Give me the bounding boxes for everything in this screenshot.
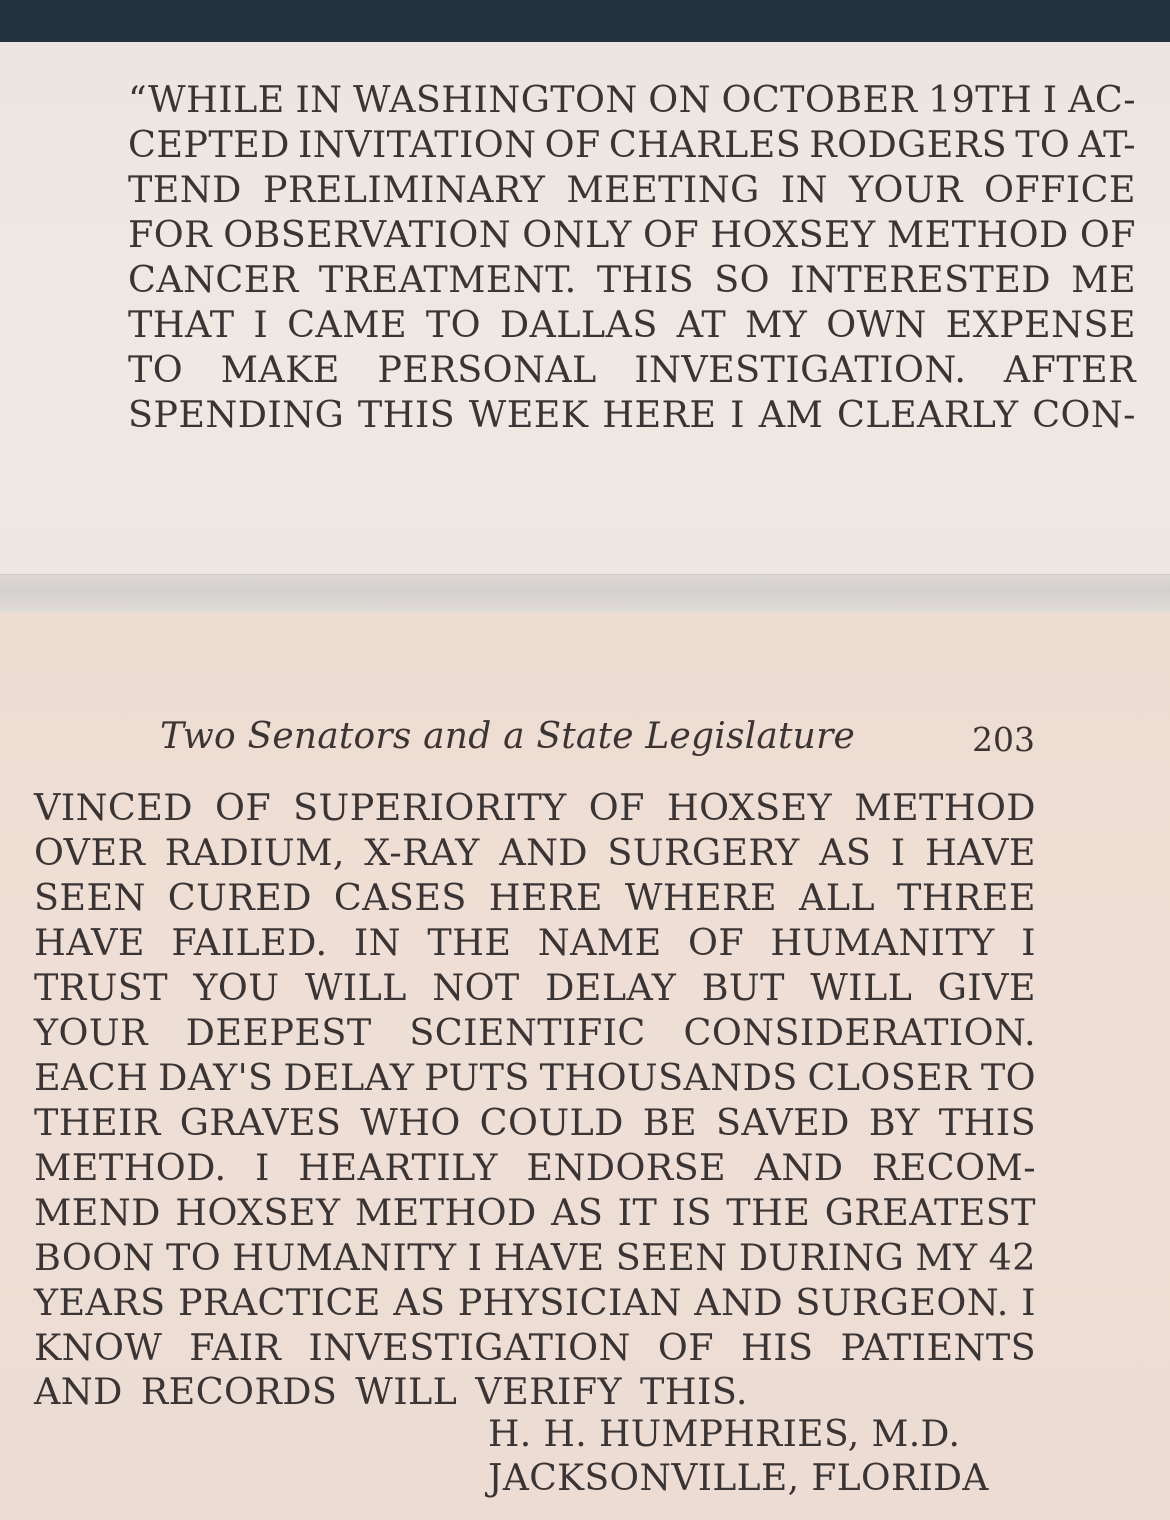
page-number: 203 xyxy=(972,720,1035,759)
top-line-7: TO MAKE PERSONAL INVESTIGATION. AFTER xyxy=(128,348,1136,391)
top-line-5: CANCER TREATMENT. THIS SO INTERESTED ME xyxy=(128,258,1136,301)
bottom-line-3: SEEN CURED CASES HERE WHERE ALL THREE xyxy=(34,876,1036,919)
bottom-line-8: THEIR GRAVES WHO COULD BE SAVED BY THIS xyxy=(34,1101,1036,1144)
bottom-line-1: VINCED OF SUPERIORITY OF HOXSEY METHOD xyxy=(34,786,1036,829)
bottom-line-14: AND RECORDS WILL VERIFY THIS. xyxy=(34,1370,748,1413)
signature-location: JACKSONVILLE, FLORIDA xyxy=(488,1458,989,1499)
top-line-3: TEND PRELIMINARY MEETING IN YOUR OFFICE xyxy=(128,168,1136,211)
top-line-2: CEPTED INVITATION OF CHARLES RODGERS TO AT- xyxy=(128,123,1136,166)
bottom-line-10: MEND HOXSEY METHOD AS IT IS THE GREATEST xyxy=(34,1191,1036,1234)
bottom-line-4: HAVE FAILED. IN THE NAME OF HUMANITY I xyxy=(34,921,1036,964)
top-page-scan xyxy=(0,42,1170,574)
running-head: Two Senators and a State Legislature xyxy=(160,716,855,757)
signature-name: H. H. HUMPHRIES, M.D. xyxy=(488,1414,961,1455)
top-status-bar xyxy=(0,0,1170,42)
bottom-line-6: YOUR DEEPEST SCIENTIFIC CONSIDERATION. xyxy=(34,1011,1036,1054)
top-line-8: SPENDING THIS WEEK HERE I AM CLEARLY CON- xyxy=(128,393,1136,436)
top-line-4: FOR OBSERVATION ONLY OF HOXSEY METHOD OF xyxy=(128,213,1136,256)
bottom-line-5: TRUST YOU WILL NOT DELAY BUT WILL GIVE xyxy=(34,966,1036,1009)
bottom-line-11: BOON TO HUMANITY I HAVE SEEN DURING MY 42 xyxy=(34,1236,1036,1279)
top-line-1: “WHILE IN WASHINGTON ON OCTOBER 19TH I AC- xyxy=(128,78,1136,121)
page-divider xyxy=(0,574,1170,613)
top-line-6: THAT I CAME TO DALLAS AT MY OWN EXPENSE xyxy=(128,303,1136,346)
bottom-line-2: OVER RADIUM, X-RAY AND SURGERY AS I HAVE xyxy=(34,831,1036,874)
bottom-line-9: METHOD. I HEARTILY ENDORSE AND RECOM- xyxy=(34,1146,1036,1189)
bottom-line-12: YEARS PRACTICE AS PHYSICIAN AND SURGEON. I xyxy=(34,1281,1036,1324)
bottom-line-7: EACH DAY'S DELAY PUTS THOUSANDS CLOSER TO xyxy=(34,1056,1036,1099)
bottom-line-13: KNOW FAIR INVESTIGATION OF HIS PATIENTS xyxy=(34,1326,1036,1369)
